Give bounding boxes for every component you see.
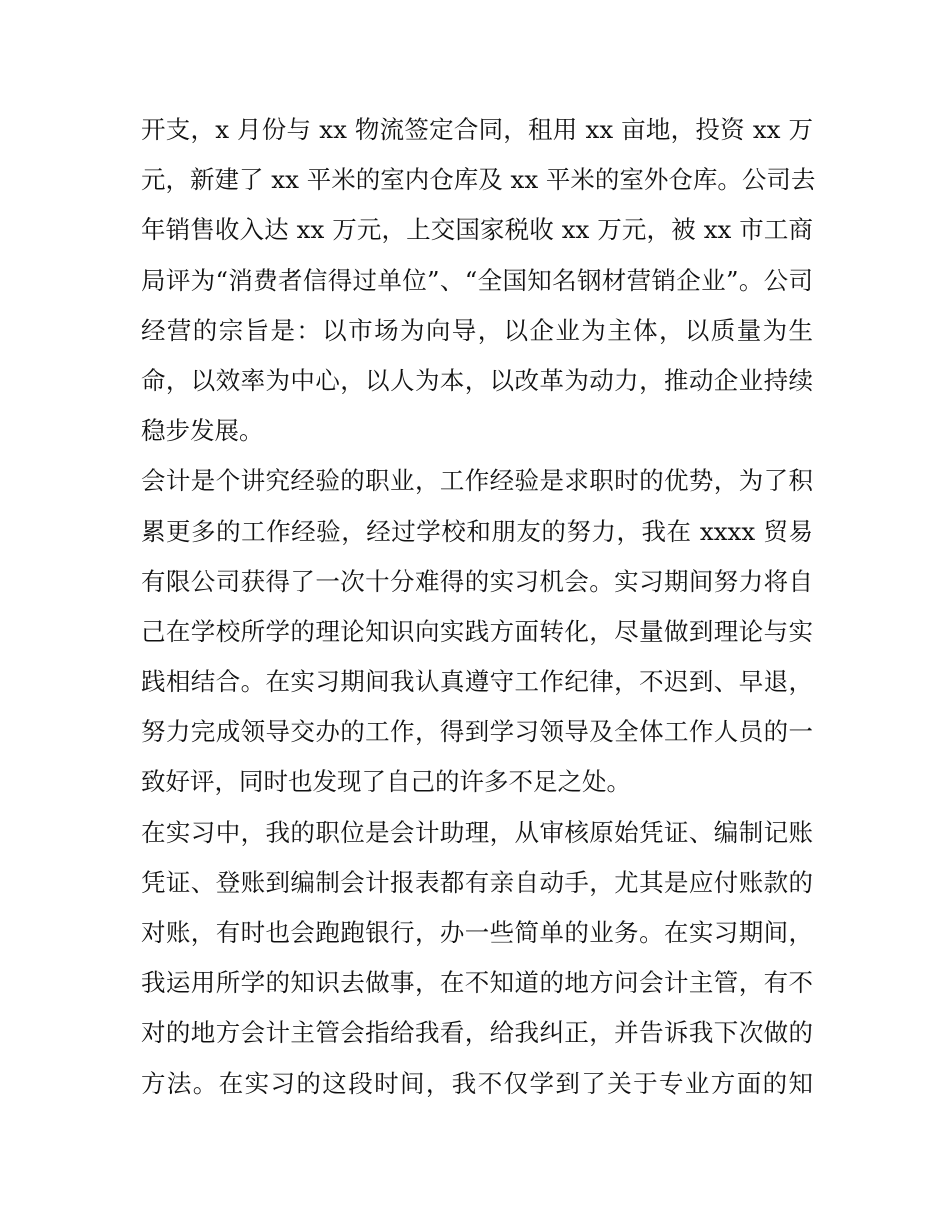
text-line: 会计是个讲究经验的职业，工作经验是求职时的优势，为了积 [141, 466, 813, 496]
text-line: 践相结合。在实习期间我认真遵守工作纪律，不迟到、早退， [141, 667, 813, 697]
text-line: 我运用所学的知识去做事，在不知道的地方问会计主管，有不 [141, 968, 813, 998]
text-line: 命，以效率为中心，以人为本，以改革为动力，推动企业持续 [141, 365, 813, 395]
text-line: 累更多的工作经验，经过学校和朋友的努力，我在 xxxx 贸易 [141, 516, 813, 546]
text-line: 经营的宗旨是：以市场为向导，以企业为主体，以质量为生 [141, 315, 813, 345]
text-line: 年销售收入达 xx 万元，上交国家税收 xx 万元，被 xx 市工商 [141, 215, 813, 245]
paragraph-internship-opportunity [141, 456, 813, 807]
text-line: 凭证、登账到编制会计报表都有亲自动手，尤其是应付账款的 [141, 867, 813, 897]
text-line: 开支，x 月份与 xx 物流签定合同，租用 xx 亩地，投资 xx 万 [141, 115, 813, 144]
text-line: 致好评，同时也发现了自己的许多不足之处。 [141, 767, 631, 797]
text-line: 在实习中，我的职位是会计助理，从审核原始凭证、编制记账 [141, 817, 813, 847]
text-line: 有限公司获得了一次十分难得的实习机会。实习期间努力将自 [141, 566, 813, 596]
text-line: 元，新建了 xx 平米的室内仓库及 xx 平米的室外仓库。公司去 [141, 165, 816, 195]
text-line: 局评为“消费者信得过单位”、“全国知名钢材营销企业”。公司 [141, 265, 813, 295]
text-line: 己在学校所学的理论知识向实践方面转化，尽量做到理论与实 [141, 616, 813, 646]
text-line: 对的地方会计主管会指给我看，给我纠正，并告诉我下次做的 [141, 1018, 813, 1048]
text-line: 稳步发展。 [141, 416, 264, 446]
paragraph-company-intro [141, 105, 816, 456]
text-line: 对账，有时也会跑跑银行，办一些简单的业务。在实习期间， [141, 918, 813, 947]
text-line: 方法。在实习的这段时间，我不仅学到了关于专业方面的知 [141, 1068, 813, 1098]
text-line: 努力完成领导交办的工作，得到学习领导及全体工作人员的一 [141, 717, 813, 747]
document-body [141, 105, 816, 1109]
paragraph-internship-duties [141, 808, 813, 1109]
